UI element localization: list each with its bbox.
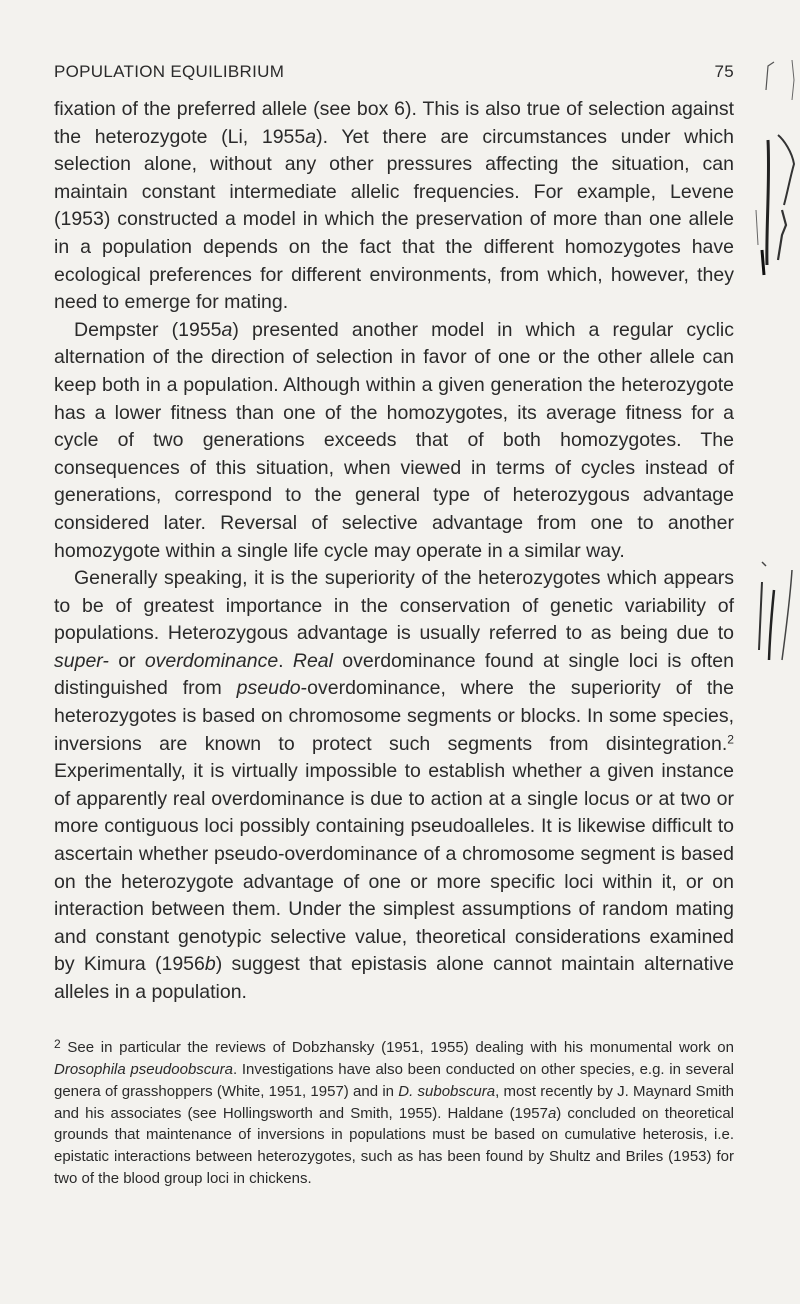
paragraph-2 — [54, 317, 734, 565]
running-title: POPULATION EQUILIBRIUM — [54, 62, 285, 81]
italic-run: super- — [54, 649, 109, 672]
text-run: Dempster (1955 — [74, 318, 222, 341]
italic-run: b — [204, 953, 216, 976]
text-run: , most recently by J. Maynard Smith and his associates (see Hollingsworth and Smith, 1955). Haldane (1957 — [54, 1082, 734, 1122]
margin-pencil-mark-middle — [752, 560, 798, 670]
footnote-reference: 2 — [727, 732, 734, 747]
paragraph-1 — [54, 96, 734, 317]
text-run: ) concluded on theoretical grounds that maintenance of inversions in populations must be based on cumulative heterosis, i.e. epistatic interactions between heterozygotes, such as has been found by Shultz and Briles (1953) for two of the blood group loci in chickens. — [54, 1104, 734, 1187]
text-run: overdominance found at single loci is often distinguished from — [54, 649, 734, 700]
text-run: . — [278, 649, 293, 672]
page-number: 75 — [714, 62, 734, 81]
italic-run: a — [221, 318, 233, 341]
margin-pencil-mark-top — [752, 60, 798, 310]
italic-run: a — [547, 1104, 557, 1122]
text-run: See in particular the reviews of Dobzhansky (1951, 1955) dealing with his monumental work on — [60, 1039, 734, 1057]
text-run: ). Yet there are circumstances under which selection alone, without any other pressures affecting the situation, can maintain constant intermediate allelic frequencies. For example, Levene (1953) constructed a model in which the preservation of more than one allele in a population depends on the fact that the different homozygotes have ecological preferences for different environments, from which, however, they need to emerge for mating. — [54, 125, 734, 314]
text-run: or — [108, 649, 145, 672]
text-run: . Investigations have also been conducted on other species, e.g. in several genera of grasshoppers (White, 1951, 1957) and in — [54, 1060, 734, 1100]
main-text — [54, 96, 734, 1007]
italic-run: a — [305, 125, 317, 148]
footnote-2 — [54, 1034, 734, 1190]
text-run: ) presented another model in which a regular cyclic alternation of the direction of selection in favor of one or the other allele can keep both in a population. Although within a given generation the heterozygote has a lower fitness than one of the homozygotes, its average fitness for a cycle of two generations exceeds that of both homozygotes. The consequences of this situation, when viewed in terms of cycles instead of generations, correspond to the general type of heterozygous advantage considered later. Reversal of selective advantage from one to another homozygote within a single life cycle may operate in a similar way. — [54, 318, 734, 562]
paragraph-3 — [54, 565, 734, 1007]
italic-run: overdominance — [144, 649, 279, 672]
italic-run: Real — [292, 649, 333, 672]
text-run: Generally speaking, it is the superiority of the heterozygotes which appears to be of greatest importance in the conservation of genetic variability of populations. Heterozygous advantage is usually referred to as being due to — [54, 567, 734, 645]
italic-run: Drosophila pseudoobscura — [54, 1060, 233, 1078]
footnote-mark: 2 — [54, 1037, 61, 1051]
text-run: -overdominance, where the superiority of the heterozygotes is based on chromosome segments or blocks. In some species, inversions are known to protect such segments from disintegration. — [54, 677, 734, 755]
italic-run: pseudo — [236, 677, 301, 700]
italic-run: D. subobscura — [398, 1082, 496, 1100]
text-run: ) suggest that epistasis alone cannot maintain alternative alleles in a population. — [54, 953, 734, 1003]
running-header — [54, 62, 734, 86]
text-run: fixation of the preferred allele (see box 6). This is also true of selection against the heterozygote (Li, 1955 — [54, 98, 734, 148]
footnote — [54, 1034, 734, 1190]
text-run: Experimentally, it is virtually impossible to establish whether a given instance of apparently real overdominance is due to action at a single locus or at two or more contiguous loci possibly containing pseudoalleles. It is likewise difficult to ascertain whether pseudo-overdominance of a chromosome segment is based on the heterozygote advantage of one or more specific loci within it, or on interaction between them. Under the simplest assumptions of random mating and constant genotypic selective value, theoretical considerations examined by Kimura (1956 — [54, 760, 734, 976]
